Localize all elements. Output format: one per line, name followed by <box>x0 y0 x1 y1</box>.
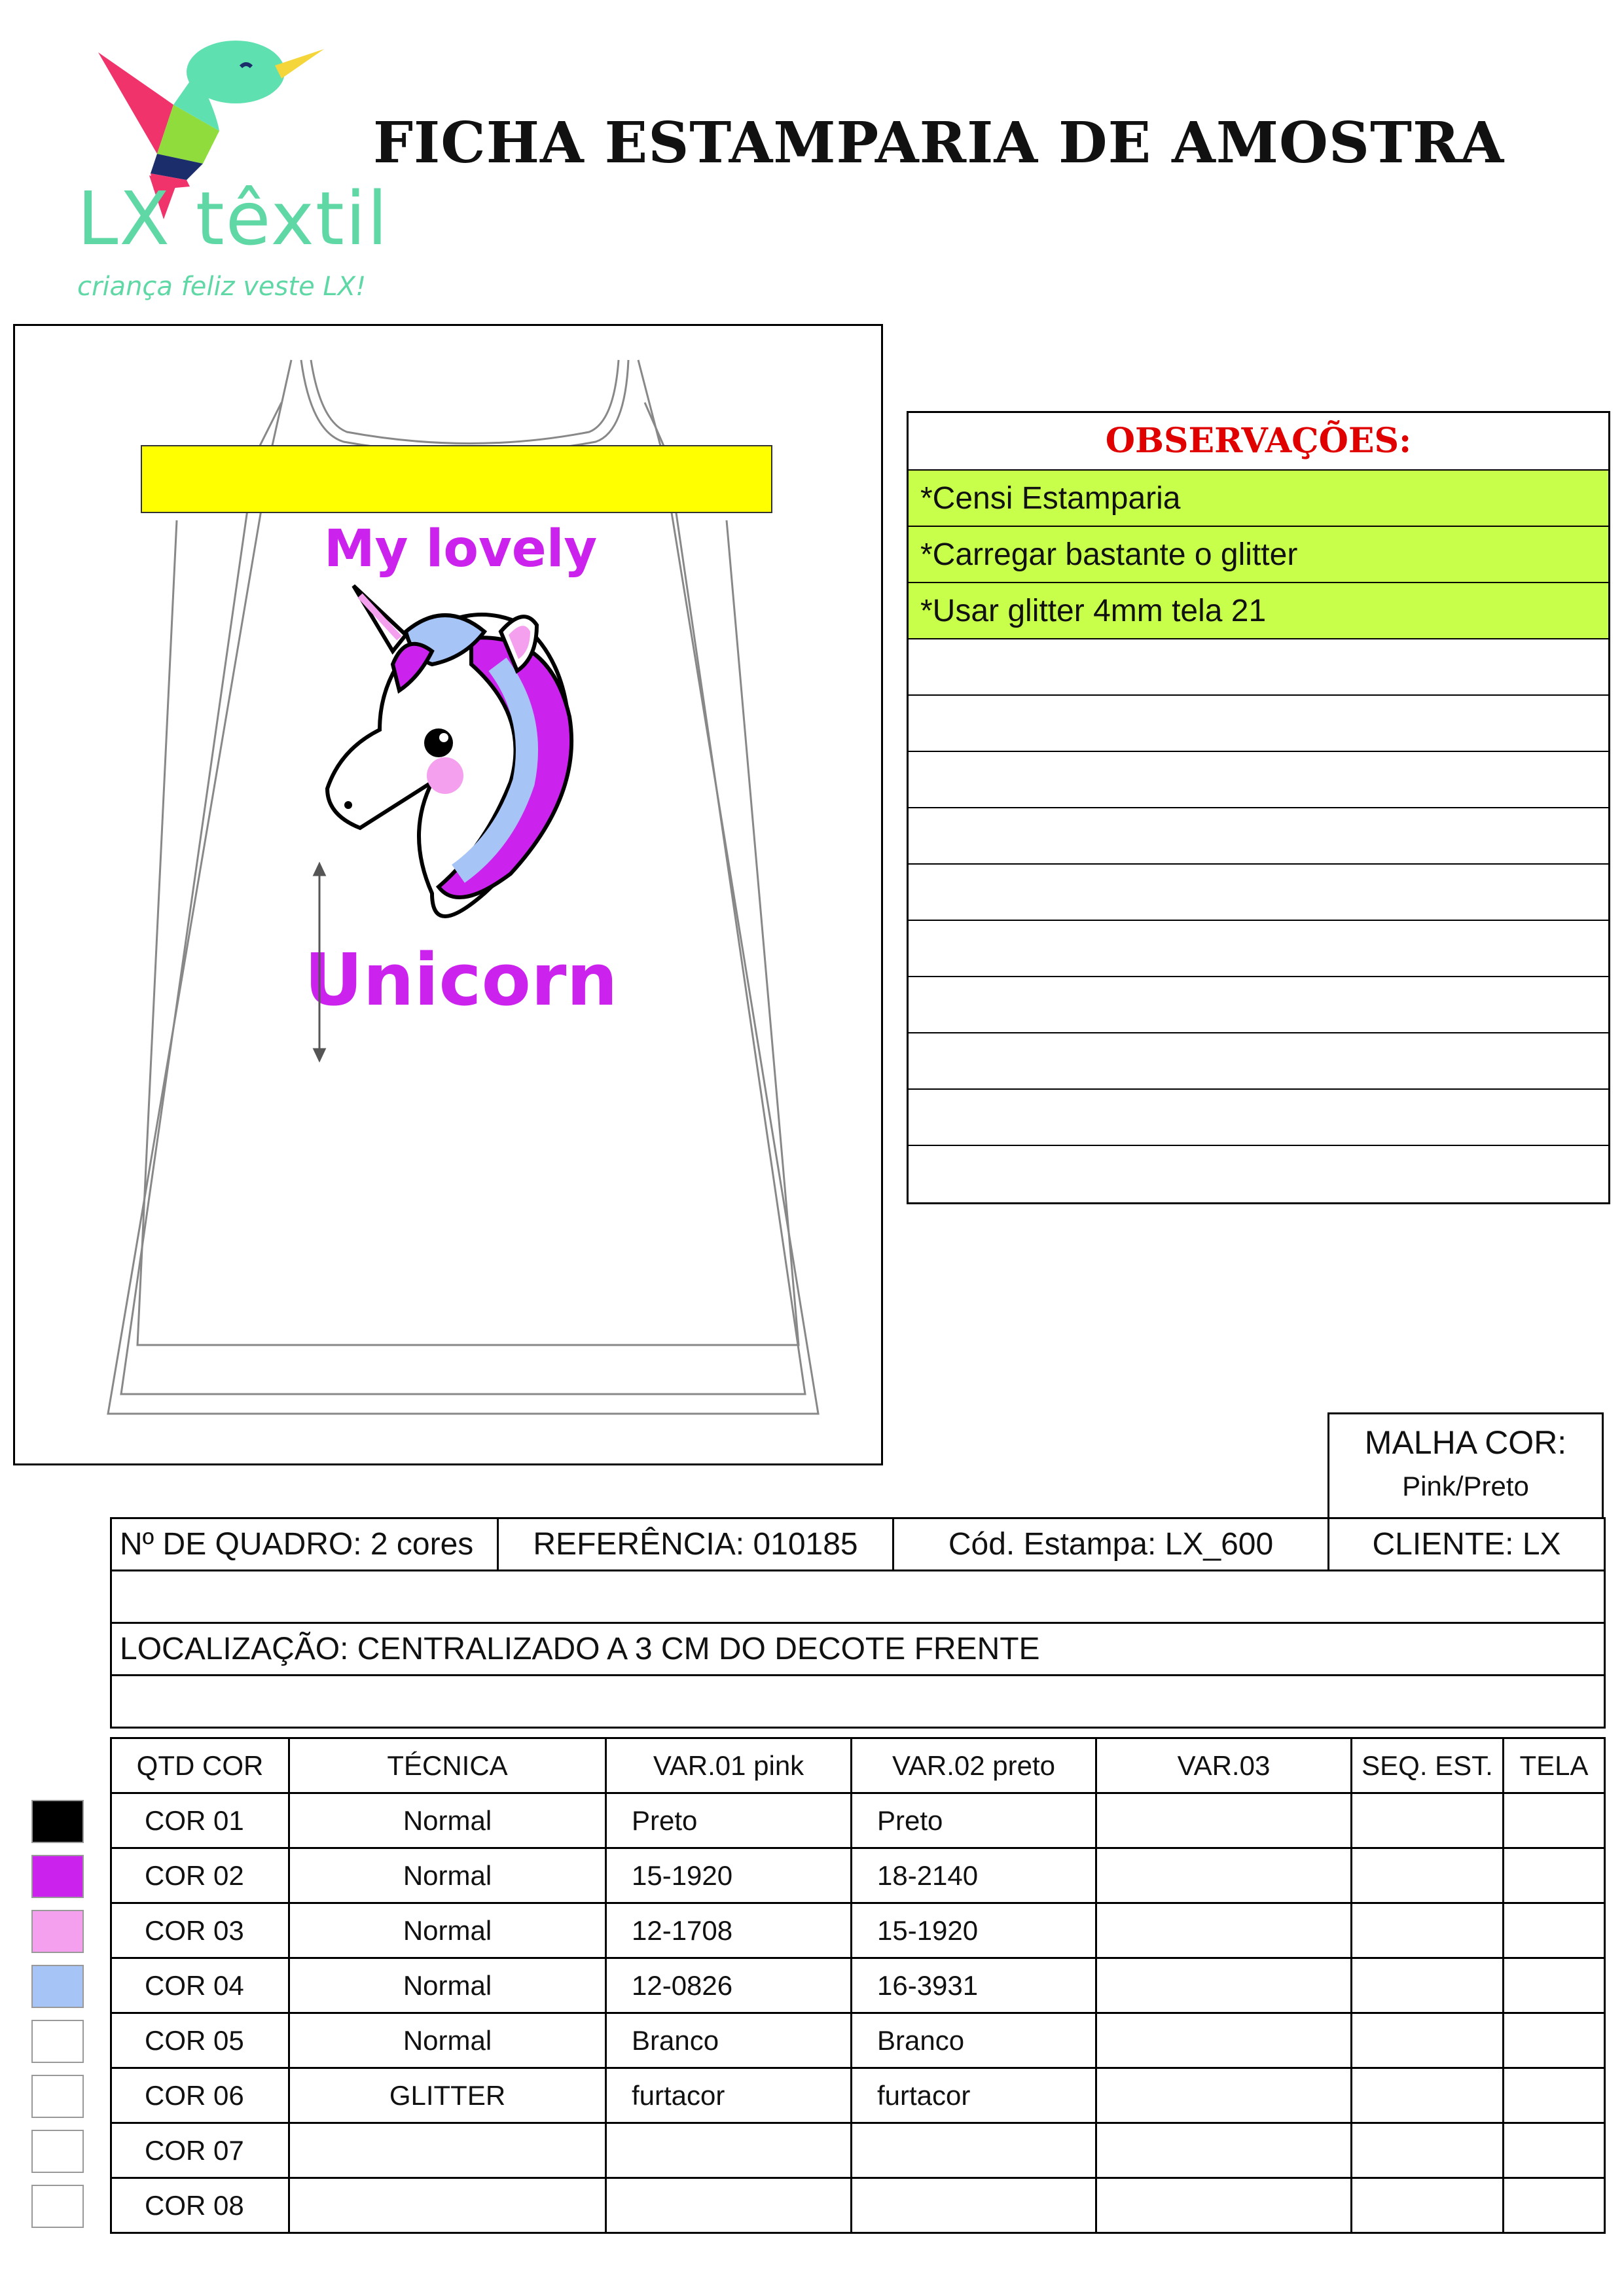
table-row <box>111 2013 1605 2068</box>
cell-var02: furtacor <box>852 2068 1096 2123</box>
cell-cor: COR 06 <box>111 2068 289 2123</box>
cell-tela <box>1504 1958 1605 2013</box>
table-row <box>111 2123 1605 2178</box>
color-swatch <box>31 2130 84 2173</box>
cell-var02: Branco <box>852 2013 1096 2068</box>
cell-var01: 15-1920 <box>606 1848 852 1903</box>
cell-var01 <box>606 2123 852 2178</box>
cell-tecnica: GLITTER <box>289 2068 606 2123</box>
cell-var01 <box>606 2178 852 2233</box>
observations-header: OBSERVAÇÕES: <box>909 413 1608 471</box>
color-swatch <box>31 1855 84 1898</box>
info-table <box>110 1517 1606 1729</box>
observation-row <box>909 808 1608 865</box>
observations-panel <box>907 411 1610 1204</box>
cell-cor: COR 07 <box>111 2123 289 2178</box>
table-row <box>111 1848 1605 1903</box>
cell-seq <box>1352 2123 1504 2178</box>
cell-tela <box>1504 1903 1605 1958</box>
cell-tela <box>1504 2068 1605 2123</box>
cell-var03 <box>1096 2178 1352 2233</box>
observation-row <box>909 752 1608 808</box>
hummingbird-logo-icon <box>65 26 353 314</box>
brand-name: LX têxtil <box>77 177 389 262</box>
artwork-text-bottom: Unicorn <box>304 938 618 1022</box>
empty-row <box>111 1676 1605 1728</box>
observation-row <box>909 639 1608 696</box>
page-title: FICHA ESTAMPARIA DE AMOSTRA <box>373 110 1505 176</box>
observation-row <box>909 921 1608 977</box>
header-seq-est: SEQ. EST. <box>1352 1738 1504 1793</box>
malha-cor-label: MALHA COR: <box>1364 1424 1567 1461</box>
cell-var02 <box>852 2178 1096 2233</box>
observation-row: *Carregar bastante o glitter <box>909 527 1608 583</box>
table-row <box>111 1793 1605 1848</box>
cell-seq <box>1352 2013 1504 2068</box>
color-swatch <box>31 1910 84 1953</box>
cell-tecnica <box>289 2178 606 2233</box>
table-header-row <box>111 1738 1605 1793</box>
cell-var01: 12-0826 <box>606 1958 852 2013</box>
quadro-cell: Nº DE QUADRO: 2 cores <box>111 1518 498 1571</box>
cell-tela <box>1504 1793 1605 1848</box>
cell-var03 <box>1096 1958 1352 2013</box>
colors-table <box>110 1737 1606 2234</box>
header-var02: VAR.02 preto <box>852 1738 1096 1793</box>
table-row <box>111 1903 1605 1958</box>
cell-var02: 15-1920 <box>852 1903 1096 1958</box>
cell-var03 <box>1096 1903 1352 1958</box>
header-tecnica: TÉCNICA <box>289 1738 606 1793</box>
color-swatch <box>31 2075 84 2118</box>
cell-cor: COR 02 <box>111 1848 289 1903</box>
cell-var01: furtacor <box>606 2068 852 2123</box>
cell-seq <box>1352 1793 1504 1848</box>
cliente-cell: CLIENTE: LX <box>1329 1518 1605 1571</box>
cell-var02: 16-3931 <box>852 1958 1096 2013</box>
cell-var02: Preto <box>852 1793 1096 1848</box>
header-qtd-cor: QTD COR <box>111 1738 289 1793</box>
cell-tela <box>1504 2178 1605 2233</box>
brand-tagline: criança feliz veste LX! <box>77 272 367 302</box>
cell-var03 <box>1096 2068 1352 2123</box>
cell-cor: COR 05 <box>111 2013 289 2068</box>
observation-row <box>909 1146 1608 1202</box>
cell-cor: COR 01 <box>111 1793 289 1848</box>
cod-estampa-cell: Cód. Estampa: LX_600 <box>893 1518 1329 1571</box>
cell-tecnica <box>289 2123 606 2178</box>
cell-var01: Preto <box>606 1793 852 1848</box>
cell-var03 <box>1096 1793 1352 1848</box>
observation-row <box>909 977 1608 1033</box>
observation-row: *Censi Estamparia <box>909 471 1608 527</box>
cell-tecnica: Normal <box>289 2013 606 2068</box>
header-tela: TELA <box>1504 1738 1605 1793</box>
cell-tecnica: Normal <box>289 1958 606 2013</box>
observation-row <box>909 1033 1608 1090</box>
table-row <box>111 2178 1605 2233</box>
observation-row <box>909 865 1608 921</box>
empty-row <box>111 1571 1605 1623</box>
cell-var02 <box>852 2123 1096 2178</box>
cell-tecnica: Normal <box>289 1848 606 1903</box>
referencia-cell: REFERÊNCIA: 010185 <box>498 1518 893 1571</box>
color-swatch <box>31 2185 84 2228</box>
localizacao-cell: LOCALIZAÇÃO: CENTRALIZADO A 3 CM DO DECOTE FRENTE <box>111 1623 1605 1676</box>
malha-cor-value: Pink/Preto <box>1402 1471 1529 1501</box>
cell-cor: COR 04 <box>111 1958 289 2013</box>
cell-var03 <box>1096 1848 1352 1903</box>
observation-row <box>909 696 1608 752</box>
header-var01: VAR.01 pink <box>606 1738 852 1793</box>
header-var03: VAR.03 <box>1096 1738 1352 1793</box>
cell-var03 <box>1096 2123 1352 2178</box>
malha-cor-box <box>1327 1412 1604 1517</box>
cell-seq <box>1352 1848 1504 1903</box>
cell-var01: 12-1708 <box>606 1903 852 1958</box>
cell-var02: 18-2140 <box>852 1848 1096 1903</box>
table-row <box>111 1958 1605 2013</box>
cell-seq <box>1352 1958 1504 2013</box>
artwork-text-top: My lovely <box>324 520 598 579</box>
table-row <box>111 2068 1605 2123</box>
cell-tecnica: Normal <box>289 1903 606 1958</box>
cell-var03 <box>1096 2013 1352 2068</box>
cell-tela <box>1504 2013 1605 2068</box>
cell-tela <box>1504 1848 1605 1903</box>
cell-var01: Branco <box>606 2013 852 2068</box>
observation-row: *Usar glitter 4mm tela 21 <box>909 583 1608 639</box>
color-swatch <box>31 2020 84 2063</box>
cell-cor: COR 08 <box>111 2178 289 2233</box>
cell-tecnica: Normal <box>289 1793 606 1848</box>
cell-cor: COR 03 <box>111 1903 289 1958</box>
color-swatch <box>31 1965 84 2008</box>
color-swatch <box>31 1800 84 1843</box>
cell-seq <box>1352 2068 1504 2123</box>
cell-seq <box>1352 2178 1504 2233</box>
placement-bar <box>141 445 772 513</box>
cell-tela <box>1504 2123 1605 2178</box>
observation-row <box>909 1090 1608 1146</box>
cell-seq <box>1352 1903 1504 1958</box>
